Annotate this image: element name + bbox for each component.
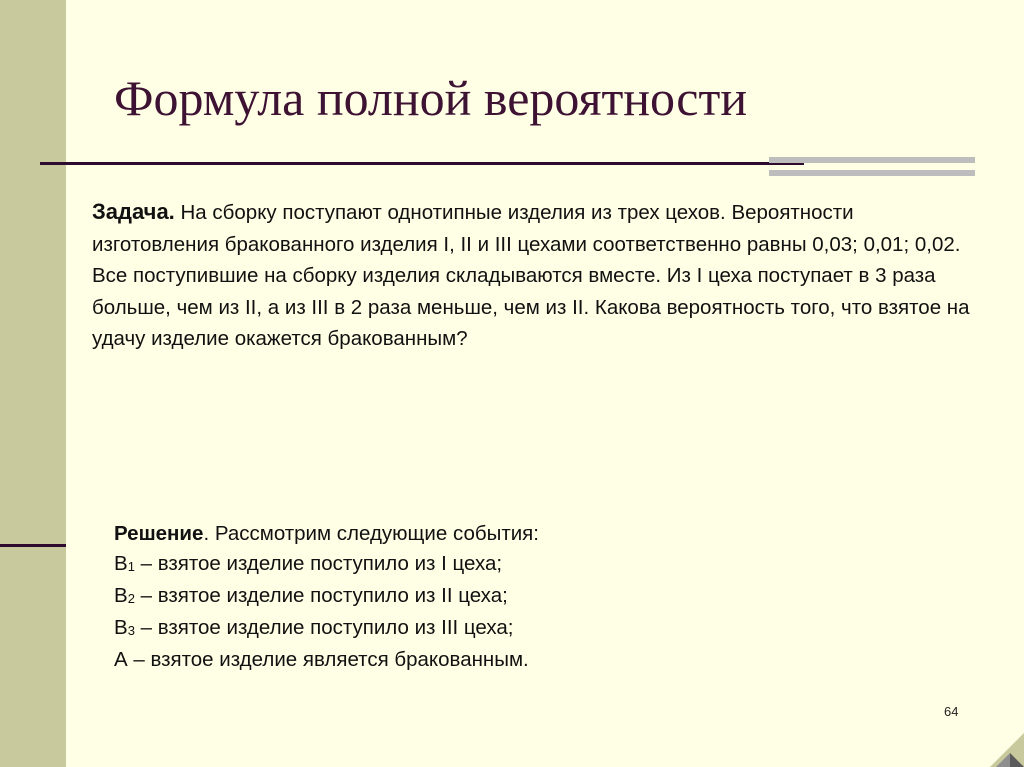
event-text: – взятое изделие поступило из III цеха;: [134, 616, 514, 639]
left-decorative-bar: [0, 0, 66, 767]
event-symbol: B: [114, 584, 128, 607]
solution-block: [114, 519, 814, 675]
event-b2: [114, 581, 814, 613]
event-symbol: B: [114, 616, 128, 639]
slide-title: Формула полной вероятности: [114, 70, 748, 126]
left-bar-divider: [0, 544, 66, 547]
event-b3: [114, 613, 814, 645]
event-symbol: B: [114, 552, 128, 575]
page-number: 64: [944, 704, 959, 719]
event-a: А – взятое изделие является бракованным.: [114, 648, 529, 671]
task-text: На сборку поступают однотипные изделия из трех цехов. Вероятности изготовления бракованного изделия I, II и III цехами соответственно равны 0,03; 0,01; 0,02. Все поступившие на сборку изделия складываются вместе. Из I цеха поступает в 3 раза больше, чем из II, а из III в 2 раза меньше, чем из II. Какова вероятность того, что взятое на удачу изделие окажется бракованным?: [92, 201, 970, 350]
title-underline: [40, 162, 804, 165]
event-index: 1: [127, 559, 135, 574]
event-index: 3: [127, 623, 135, 638]
task-label: Задача.: [92, 199, 175, 224]
event-index: 2: [127, 591, 135, 606]
solution-label: Решение: [114, 522, 204, 545]
event-b1: [114, 549, 814, 581]
title-rule-accent-top: [769, 157, 975, 163]
page-curl-icon: [990, 733, 1024, 767]
solution-intro: . Рассмотрим следующие события:: [203, 522, 539, 545]
task-paragraph: [92, 196, 982, 355]
event-text: – взятое изделие поступило из II цеха;: [134, 584, 508, 607]
title-rule-accent-bottom: [769, 170, 975, 176]
event-text: – взятое изделие поступило из I цеха;: [134, 552, 503, 575]
solution-intro-line: [114, 519, 814, 549]
